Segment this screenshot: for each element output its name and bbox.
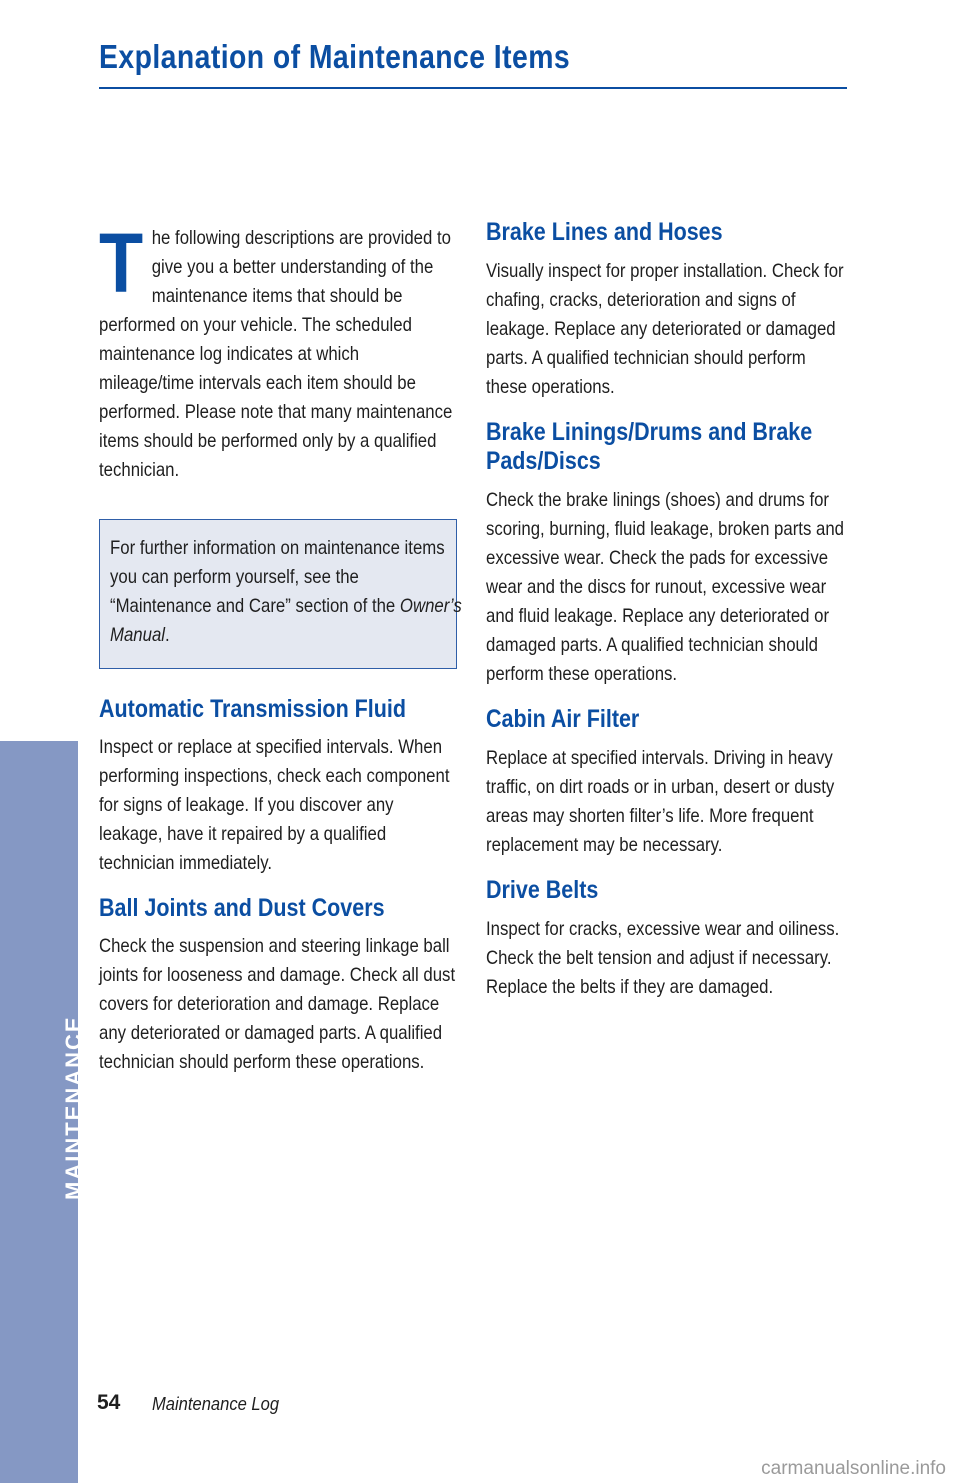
section-drive-belts [486,876,846,1002]
drop-cap: T [99,216,144,310]
section-body: Inspect or replace at specified intervals. When performing inspections, check each component for signs of leakage. If you discover any leakage, have it repaired by a qualified technician immediately. [99,736,450,874]
right-column [486,218,846,1002]
section-brake-lines [486,218,846,402]
intro-text: he following descriptions are provided to give you a better understanding of the maintenance items that should be performed on your vehicle. The scheduled maintenance log indicates at which mileage/time intervals each item should be performed. Please note that many maintenance items should be performed only by a qualified technician. [99,227,453,481]
section-body: Replace at specified intervals. Driving in heavy traffic, on dirt roads or in urban, desert or dusty areas may shorten filter’s life. More frequent replacement may be necessary. [486,747,835,856]
section-heading: Automatic Transmission Fluid [99,695,407,723]
section-heading: Drive Belts [486,876,599,904]
section-brake-linings [486,418,846,689]
section-heading: Brake Lines and Hoses [486,218,723,246]
section-heading: Brake Linings/Drums and Brake Pads/Discs [486,418,813,475]
footer-label: Maintenance Log [152,1394,280,1414]
section-ball-joints [99,894,459,1077]
intro-paragraph [99,216,458,485]
section-body: Check the brake linings (shoes) and drums for scoring, burning, fluid leakage, broken parts and excessive wear. Check the pads for excessive wear and the discs for runout, excessive wear and fluid leakage. Replace any deteriorated or damaged parts. A qualified technician should perform these operations. [486,489,844,685]
section-cabin-air-filter [486,705,846,860]
note-manual-title: Owner’s Manual [110,595,462,646]
note-end: . [165,624,170,646]
left-column [99,216,462,1077]
note-text [110,534,463,650]
section-body: Visually inspect for proper installation. Check for chafing, cracks, deterioration and signs of leakage. Replace any deteriorated or damaged parts. A qualified technician should perform these operations. [486,260,844,398]
title-divider [99,87,847,89]
section-automatic-transmission-fluid [99,695,459,878]
page-number: 54 [97,1391,121,1414]
note-body: For further information on maintenance items you can perform yourself, see the “Maintenance and Care” section of the [110,537,445,617]
page-title: Explanation of Maintenance Items [99,38,571,75]
section-body: Check the suspension and steering linkage ball joints for looseness and damage. Check all dust covers for deterioration and damage. Replace any deteriorated or damaged parts. A qualified technician should perform these operations. [99,935,456,1073]
section-body: Inspect for cracks, excessive wear and oiliness. Check the belt tension and adjust if necessary. Replace the belts if they are damaged. [486,918,840,998]
watermark: carmanualsonline.info [761,1458,946,1479]
section-heading: Ball Joints and Dust Covers [99,894,385,922]
section-heading: Cabin Air Filter [486,705,640,733]
note-box [99,519,462,669]
side-tab-label: MAINTENANCE [61,1015,86,1200]
